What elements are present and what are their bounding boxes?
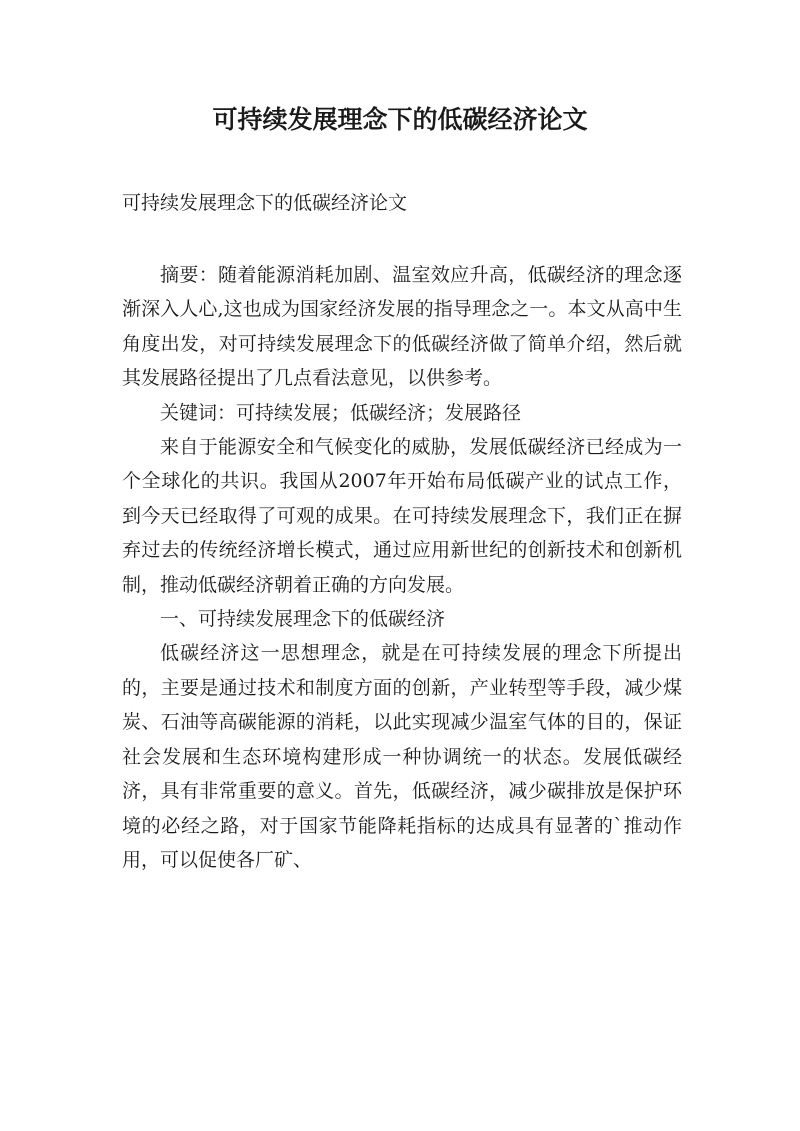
intro-paragraph: 来自于能源安全和气候变化的威胁，发展低碳经济已经成为一个全球化的共识。我国从2007年开始布局低碳产业的试点工作，到今天已经取得了可观的成果。在可持续发展理念下，我们正在摒弃过去的传统经济增长模式，通过应用新世纪的创新技术和创新机制，推动低碳经济朝着正确的方向发展。 xyxy=(122,436,682,596)
document-body xyxy=(122,258,682,877)
section-heading: 一、可持续发展理念下的低碳经济 xyxy=(160,608,446,631)
section-body-paragraph: 低碳经济这一思想理念，就是在可持续发展的理念下所提出的，主要是通过技术和制度方面的创新，产业转型等手段，减少煤炭、石油等高碳能源的消耗，以此实现减少温室气体的目的，保证社会发展和生态环境构建形成一种协调统一的状态。发展低碳经济，具有非常重要的意义。首先，低碳经济，减少碳排放是保护环境的必经之路，对于国家节能降耗指标的达成具有显著的`推动作用，可以促使各厂矿、 xyxy=(122,642,682,871)
keywords-paragraph: 关键词：可持续发展；低碳经济；发展路径 xyxy=(160,401,522,424)
document-subtitle: 可持续发展理念下的低碳经济论文 xyxy=(122,192,408,214)
document-title: 可持续发展理念下的低碳经济论文 xyxy=(212,105,588,134)
abstract-paragraph: 摘要：随着能源消耗加剧、温室效应升高，低碳经济的理念逐渐深入人心,这也成为国家经济发展的指导理念之一。本文从高中生角度出发，对可持续发展理念下的低碳经济做了简单介绍，然后就其发展路径提出了几点看法意见，以供参考。 xyxy=(122,264,682,390)
